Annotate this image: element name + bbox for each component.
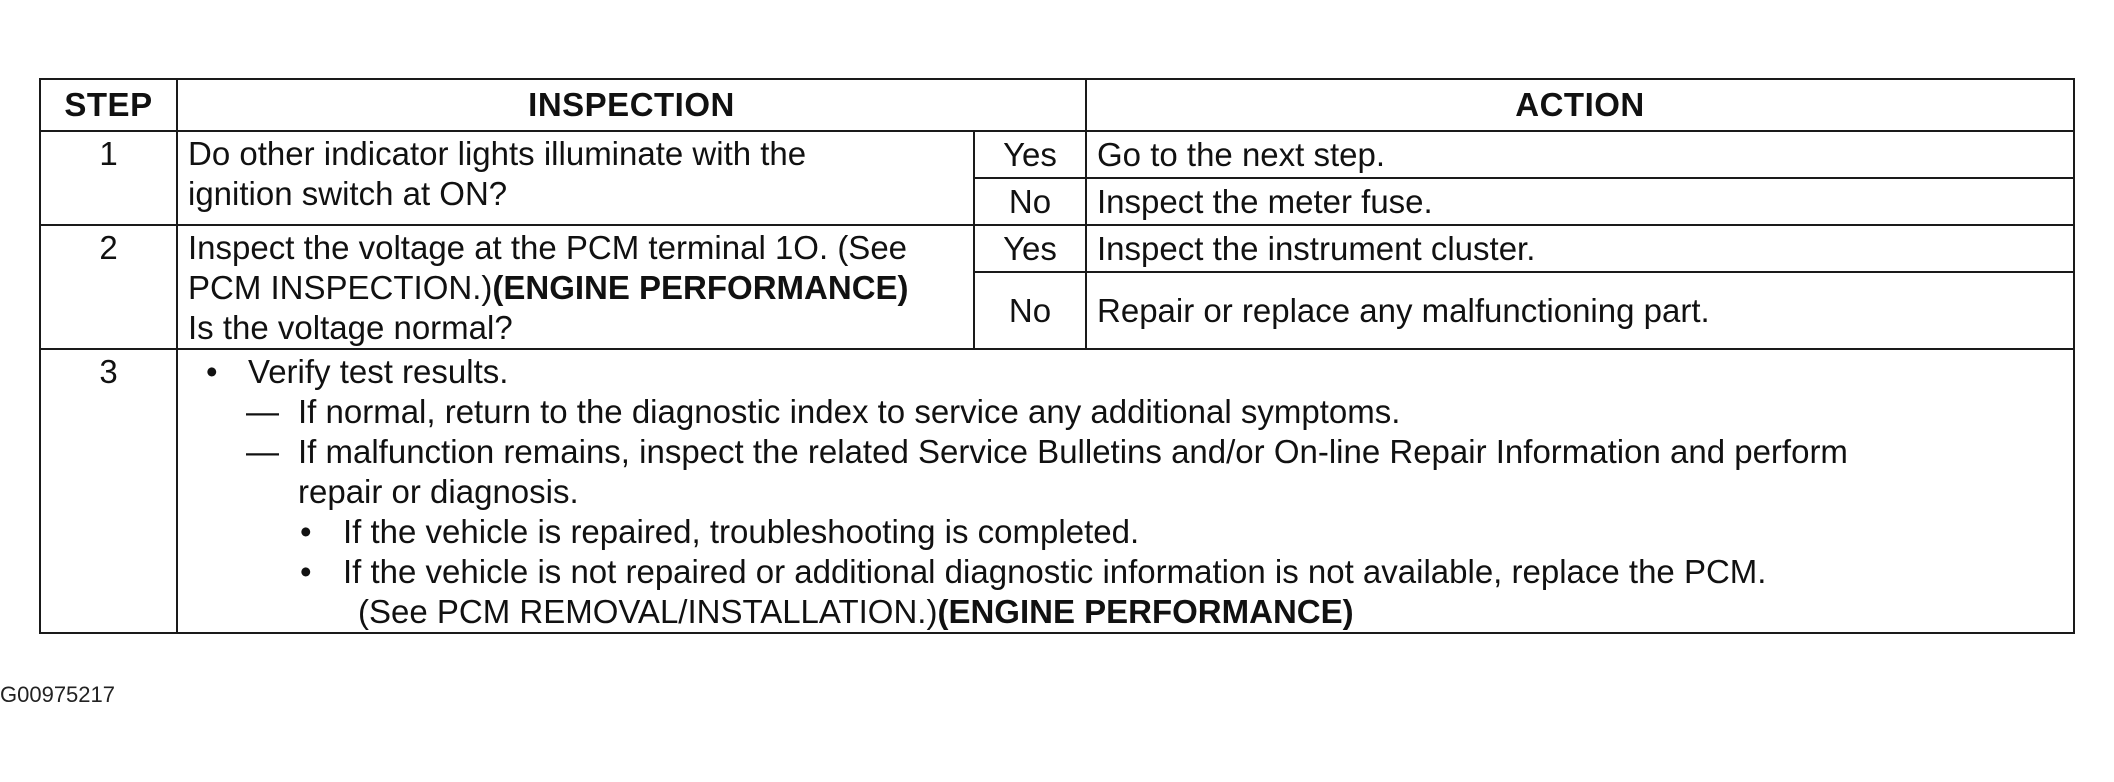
step-number: 1 [40,131,177,225]
list-item [188,352,2063,392]
answer-yes: Yes [974,131,1086,178]
action-no: Repair or replace any malfunctioning part. [1086,272,2074,349]
dash-icon: — [246,393,279,430]
final-step-text [177,349,2074,633]
list-item [188,432,2063,512]
table-row [40,131,2074,178]
inspection-line: Is the voltage normal? [188,309,513,346]
inspection-line: Do other indicator lights illuminate with the [188,135,807,172]
dash-icon: — [246,433,279,470]
inspection-ref: PCM INSPECTION.) [188,269,493,306]
inspection-line: Inspect the voltage at the PCM terminal 1O. (See [188,229,908,266]
action-yes: Inspect the instrument cluster. [1086,225,2074,272]
list-item-text: Verify test results. [248,353,509,390]
list-item-text: repair or diagnosis. [298,473,579,510]
inspection-ref-section: (ENGINE PERFORMANCE) [492,269,909,306]
inspection-text [177,131,974,225]
list-item-text: If malfunction remains, inspect the related Service Bulletins and/or On-line Repair Information and perform [298,433,1848,470]
bullet-icon: • [300,553,312,590]
answer-no: No [974,272,1086,349]
inspection-header: INSPECTION [177,79,1086,131]
action-no: Inspect the meter fuse. [1086,178,2074,225]
table-row [40,349,2074,633]
list-item-text: If the vehicle is repaired, troubleshooting is completed. [343,513,1140,550]
answer-no: No [974,178,1086,225]
figure-id: G00975217 [0,682,115,707]
answer-yes: Yes [974,225,1086,272]
list-item-text: If the vehicle is not repaired or additional diagnostic information is not available, replace the PCM. [343,553,1767,590]
inspection-text [177,225,974,349]
action-header: ACTION [1086,79,2074,131]
bullet-icon: • [206,353,218,390]
step-number: 2 [40,225,177,349]
list-item-text: If normal, return to the diagnostic index to service any additional symptoms. [298,393,1401,430]
bullet-icon: • [300,513,312,550]
diagnostic-table [39,78,2075,634]
list-item-text: (See PCM REMOVAL/INSTALLATION.) [358,593,938,630]
list-item [188,552,2063,592]
list-item-ref-section: (ENGINE PERFORMANCE) [937,593,1354,630]
step-number: 3 [40,349,177,633]
inspection-line [188,268,963,308]
step-header: STEP [40,79,177,131]
list-item [188,512,2063,552]
list-item [188,392,2063,432]
header-row [40,79,2074,131]
list-item-continuation [188,592,2063,632]
action-yes: Go to the next step. [1086,131,2074,178]
inspection-line: ignition switch at ON? [188,175,508,212]
table-row [40,225,2074,272]
